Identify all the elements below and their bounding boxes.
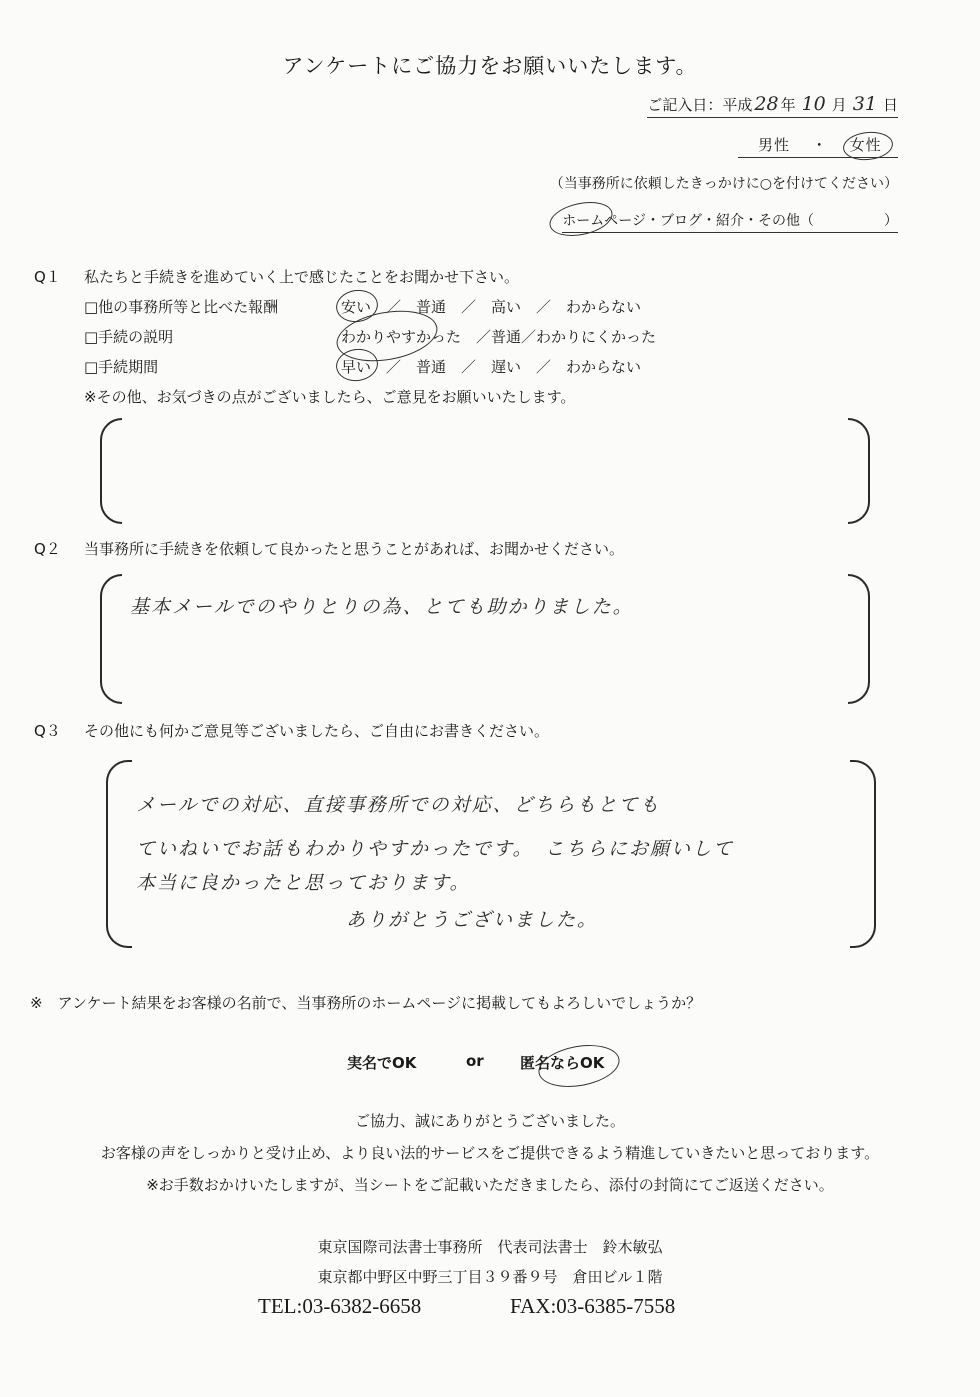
q3-answer-line[interactable]: ありがとうございました。: [346, 909, 599, 931]
office-tel[interactable]: TEL:03-6382-6658: [258, 1294, 422, 1318]
gender-female[interactable]: 女性: [849, 136, 882, 154]
date-month: 10: [801, 93, 826, 115]
date-label: ご記入日：平成: [647, 96, 753, 114]
q3-question: その他にも何かご意見等ございましたら、ご自由にお書きください。: [84, 722, 550, 740]
publish-question: ※ アンケート結果をお客様の名前で、当事務所のホームページに掲載してもよろしいでしょうか？: [30, 994, 702, 1012]
q1-item-period-options[interactable]: 早い ／ 普通 ／ 遅い ／ わからない: [341, 358, 642, 376]
q1-note: ※その他、お気づきの点がございましたら、ご意見をお願いいたします。: [84, 388, 576, 406]
page-title: アンケートにご協力をお願いいたします。: [282, 54, 698, 78]
date-year: 28: [754, 93, 779, 115]
trigger-instruction: （当事務所に依頼したきっかけに○を付けてください）: [549, 176, 898, 192]
date-month-unit: 月: [831, 96, 847, 114]
q3-answer-line[interactable]: メールでの対応、直接事務所での対応、どちらもとても: [136, 794, 661, 816]
q1-question: 私たちと手続きを進めていく上で感じたことをお聞かせ下さい。: [84, 268, 520, 286]
publish-option-real-name[interactable]: 実名でOK: [347, 1054, 417, 1072]
trigger-options[interactable]: ホームページ・ブログ・紹介・その他（ ）: [562, 210, 898, 233]
q1-item-fee-label[interactable]: □他の事務所等と比べた報酬: [84, 298, 279, 316]
homepage-selected-circle: [546, 197, 615, 242]
q1-item-explain-options[interactable]: わかりやすかった ／普通／わかりにくかった: [341, 328, 657, 346]
publish-option-anonymous[interactable]: 匿名ならOK: [520, 1054, 605, 1072]
q1-item-period-label[interactable]: □手続期間: [84, 358, 159, 376]
thanks-line: お客様の声をしっかりと受け止め、より良い法的サービスをご提供できるよう精進していきたいと思っております。: [100, 1144, 880, 1162]
office-fax: FAX:03-6385-7558: [510, 1294, 676, 1318]
date-field[interactable]: [647, 93, 898, 118]
gender-male[interactable]: 男性: [758, 136, 791, 154]
q1-comment-box-left: [100, 418, 122, 524]
q3-answer-box-right: [850, 760, 876, 948]
q2-handwritten-answer[interactable]: 基本メールでのやりとりの為、とても助かりました。: [130, 596, 634, 618]
q2-answer-box-right: [848, 574, 870, 704]
q3-answer-line[interactable]: ていねいでお話もわかりやすかったです。 こちらにお願いして: [136, 838, 734, 860]
q1-comment-area[interactable]: [122, 420, 846, 518]
anonymous-selected-circle: [535, 1039, 623, 1093]
q3-answer-line[interactable]: 本当に良かったと思っております。: [136, 872, 471, 894]
q1-item-explain-label[interactable]: □手続の説明: [84, 328, 174, 346]
thanks-line: ご協力、誠にありがとうございました。: [354, 1112, 625, 1130]
publish-or: or: [466, 1052, 484, 1070]
office-name: 東京国際司法書士事務所 代表司法書士 鈴木敏弘: [317, 1238, 663, 1256]
date-day-unit: 日: [882, 96, 898, 114]
q2-question: 当事務所に手続きを依頼して良かったと思うことがあれば、お聞かせください。: [84, 540, 625, 558]
date-year-unit: 年: [780, 96, 796, 114]
thanks-line: ※お手数おかけいたしますが、当シートをご記載いただきましたら、添付の封筒にてご返送ください。: [146, 1176, 834, 1194]
office-address: 東京都中野区中野三丁目３９番９号 倉田ビル１階: [317, 1268, 663, 1286]
q1-number: Q１: [34, 268, 61, 286]
q3-answer-box-left: [106, 760, 132, 948]
q2-answer-box-left: [100, 574, 122, 704]
q2-number: Q２: [34, 540, 61, 558]
q3-number: Q３: [34, 722, 61, 740]
q1-comment-box-right: [848, 418, 870, 524]
q1-item-fee-options[interactable]: 安い ／ 普通 ／ 高い ／ わからない: [341, 298, 642, 316]
gender-separator: ・: [811, 136, 828, 154]
date-day: 31: [852, 93, 877, 115]
